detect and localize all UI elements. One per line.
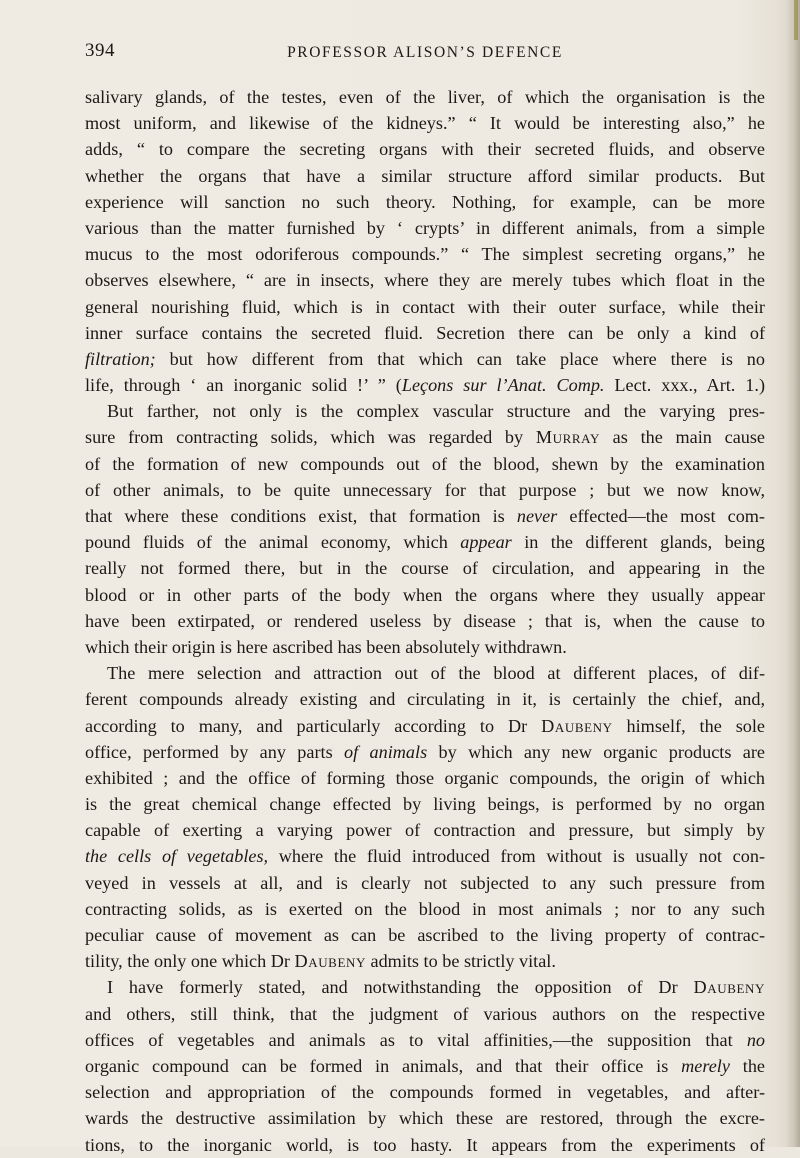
text-run: But farther, not only is the complex vascular structure and the varying pres- bbox=[107, 401, 765, 422]
text-run: observes elsewhere, “ are in insects, where they are merely tubes which float in the bbox=[85, 270, 765, 291]
text-run: general nourishing fluid, which is in contact with their outer surface, while their bbox=[85, 296, 765, 317]
text-run: life, through ‘ an inorganic solid !’ ” ( bbox=[85, 375, 402, 396]
text-run: but how different from that which can take place where there is no bbox=[155, 348, 765, 369]
italic-run: appear bbox=[460, 532, 512, 553]
text-run: The mere selection and attraction out of the blood at different places, of dif- bbox=[107, 663, 765, 684]
text-run: adds, “ to compare the secreting organs with their secreted fluids, and observe bbox=[85, 139, 765, 160]
text-run: mucus to the most odoriferous compounds.” “ The simplest secreting organs,” he bbox=[85, 244, 765, 265]
text-run: sure from contracting solids, which was regarded by bbox=[85, 427, 536, 448]
text-run: himself, the sole bbox=[612, 715, 765, 736]
running-title: PROFESSOR ALISON’S DEFENCE bbox=[287, 44, 563, 61]
paragraph-end-line bbox=[85, 634, 765, 660]
text-run: really not formed there, but in the course of circulation, and appearing in the bbox=[85, 558, 765, 579]
italic-run: merely bbox=[681, 1055, 730, 1076]
text-run: according to many, and particularly according to Dr bbox=[85, 715, 542, 736]
text-run: blood or in other parts of the body when the organs where they usually appear bbox=[85, 584, 765, 605]
page-spine-shadow bbox=[786, 0, 800, 1147]
text-line bbox=[85, 1105, 765, 1131]
name-small-caps: Daubeny bbox=[693, 977, 765, 998]
text-line bbox=[85, 1079, 765, 1105]
text-run: most uniform, and likewise of the kidneys.” “ It would be interesting also,” he bbox=[85, 113, 765, 134]
text-run: of the formation of new compounds out of the blood, shewn by the examination bbox=[85, 453, 765, 474]
body-text bbox=[85, 84, 765, 1158]
name-small-caps: Daubeny bbox=[294, 951, 366, 972]
text-run: of other animals, to be quite unnecessary for that purpose ; but we now know, bbox=[85, 479, 765, 500]
text-line bbox=[85, 686, 765, 712]
italic-run: the cells of vegetables, bbox=[85, 846, 269, 867]
italic-run: filtration; bbox=[85, 348, 156, 369]
text-line bbox=[85, 555, 765, 581]
text-line bbox=[85, 477, 765, 503]
text-line bbox=[85, 713, 765, 739]
italic-run: never bbox=[516, 506, 558, 526]
italic-run: of animals bbox=[344, 741, 428, 762]
text-run: as the main cause bbox=[599, 427, 766, 448]
text-run: organic compound can be formed in animals, and that their office is bbox=[85, 1055, 682, 1076]
text-line bbox=[85, 1027, 765, 1053]
text-line bbox=[85, 189, 765, 215]
text-line bbox=[85, 346, 765, 372]
text-line bbox=[85, 791, 765, 817]
text-line bbox=[85, 163, 765, 189]
text-run: Lect. xxx., Art. 1.) bbox=[604, 375, 765, 396]
text-run: inner surface contains the secreted fluid. Secretion there can be only a kind of bbox=[85, 322, 765, 343]
text-run: in the different glands, being bbox=[511, 532, 765, 553]
text-run: wards the destructive assimilation by which these are restored, through the excre- bbox=[85, 1108, 765, 1129]
text-line bbox=[85, 451, 765, 477]
text-run: capable of exerting a varying power of contraction and pressure, but simply by bbox=[85, 820, 765, 841]
text-run: where the fluid introduced from without is usually not con- bbox=[268, 846, 765, 867]
paragraph-end-line bbox=[85, 948, 765, 974]
text-line bbox=[85, 1053, 765, 1079]
text-line bbox=[85, 267, 765, 293]
text-line bbox=[85, 870, 765, 896]
text-line bbox=[85, 294, 765, 320]
text-run: admits to be strictly vital. bbox=[365, 951, 556, 972]
running-head bbox=[85, 38, 765, 68]
text-line bbox=[85, 84, 765, 110]
text-line bbox=[85, 215, 765, 241]
text-run: veyed in vessels at all, and is clearly not subjected to any such pressure from bbox=[85, 872, 765, 893]
text-line bbox=[85, 110, 765, 136]
text-run: peculiar cause of movement as can be ascribed to the living property of contrac- bbox=[85, 925, 765, 945]
text-line bbox=[85, 424, 765, 450]
italic-run: no bbox=[746, 1029, 765, 1050]
text-line bbox=[85, 241, 765, 267]
text-line bbox=[85, 896, 765, 922]
text-run: offices of vegetables and animals as to vital affinities,—the supposition that bbox=[85, 1029, 747, 1050]
text-line bbox=[85, 817, 765, 843]
text-run: by which any new organic products are bbox=[427, 741, 765, 762]
text-line bbox=[85, 582, 765, 608]
text-run: various than the matter furnished by ‘ crypts’ in different animals, from a simple bbox=[85, 217, 765, 238]
name-small-caps: Murray bbox=[535, 427, 600, 448]
text-run: experience will sanction no such theory. Nothing, for example, can be more bbox=[85, 191, 765, 212]
paragraph-start-line bbox=[85, 398, 765, 424]
page-number: 394 bbox=[85, 40, 115, 61]
text-line bbox=[85, 529, 765, 555]
text-run: tility, the only one which Dr bbox=[85, 951, 295, 972]
citation-italic: Leçons sur l’Anat. Comp. bbox=[401, 375, 605, 396]
text-line bbox=[85, 922, 765, 948]
text-run: the bbox=[729, 1055, 765, 1076]
text-run: and others, still think, that the judgment of various authors on the respective bbox=[85, 1003, 765, 1024]
text-line bbox=[85, 765, 765, 791]
spine-mark bbox=[794, 0, 798, 40]
text-run: is the great chemical change effected by living beings, is performed by no organ bbox=[85, 794, 765, 815]
text-run: which their origin is here ascribed has been absolutely withdrawn. bbox=[85, 636, 567, 657]
text-run: pound fluids of the animal economy, which bbox=[85, 532, 461, 553]
text-run: I have formerly stated, and notwithstanding the opposition of Dr bbox=[107, 977, 694, 998]
text-line bbox=[85, 1132, 765, 1158]
text-run: whether the organs that have a similar structure afford similar products. But bbox=[85, 165, 765, 186]
text-line bbox=[85, 1001, 765, 1027]
paragraph-start-line bbox=[85, 660, 765, 686]
text-run: have been extirpated, or rendered useless by disease ; that is, when the cause to bbox=[85, 610, 765, 631]
text-line bbox=[85, 843, 765, 869]
text-run: selection and appropriation of the compounds formed in vegetables, and after- bbox=[85, 1082, 765, 1103]
text-run: effected—the most com- bbox=[557, 506, 765, 526]
text-run: that where these conditions exist, that formation is bbox=[85, 506, 517, 526]
text-line bbox=[85, 320, 765, 346]
text-line bbox=[85, 136, 765, 162]
text-line bbox=[85, 608, 765, 634]
text-run: tions, to the inorganic world, is too hasty. It appears from the experiments of bbox=[85, 1134, 765, 1155]
text-run: office, performed by any parts bbox=[85, 741, 345, 762]
text-run: ferent compounds already existing and circulating in it, is certainly the chief, and, bbox=[85, 689, 765, 710]
name-small-caps: Daubeny bbox=[541, 715, 613, 736]
text-run: exhibited ; and the office of forming those organic compounds, the origin of which bbox=[85, 767, 765, 788]
text-line bbox=[85, 372, 765, 398]
text-run: salivary glands, of the testes, even of the liver, of which the organisation is the bbox=[85, 87, 765, 107]
paragraph-start-line bbox=[85, 974, 765, 1000]
text-run: contracting solids, as is exerted on the blood in most animals ; nor to any such bbox=[85, 898, 765, 919]
text-line bbox=[85, 739, 765, 765]
text-line bbox=[85, 503, 765, 529]
